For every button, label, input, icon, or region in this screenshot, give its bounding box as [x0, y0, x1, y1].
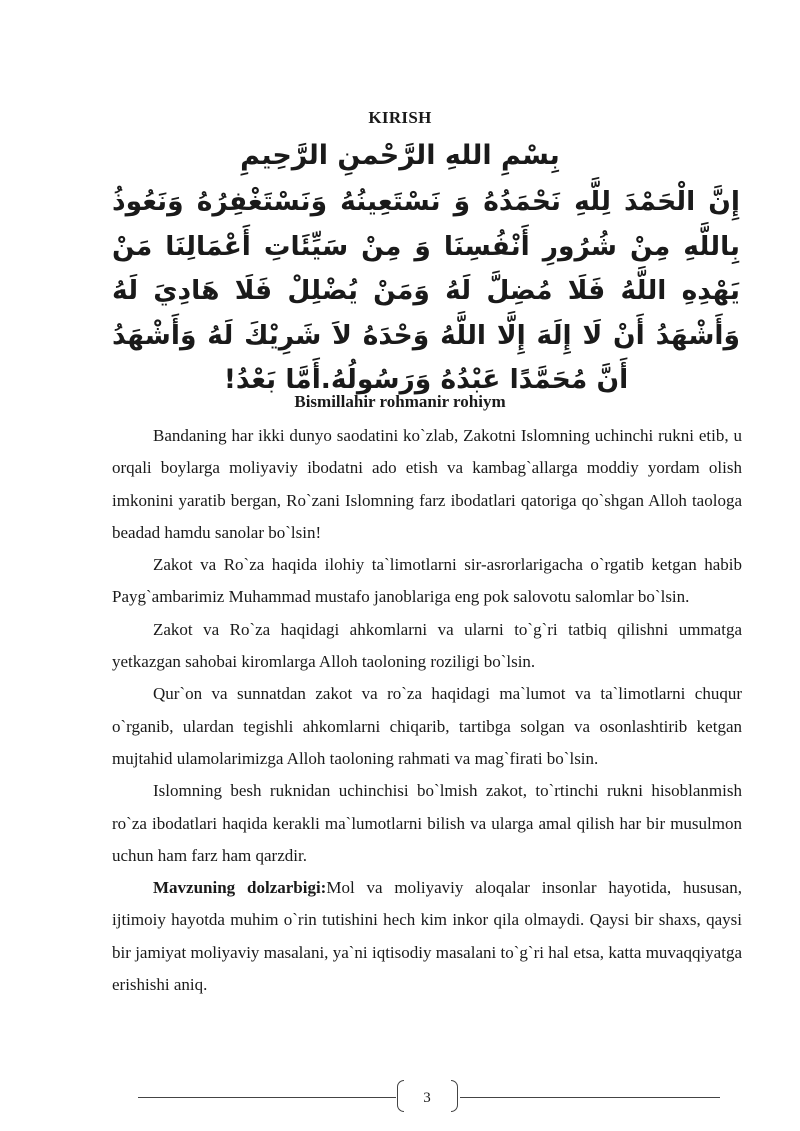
footer-divider-left	[138, 1097, 396, 1098]
basmala-transliteration: Bismillahir rohmanir rohiym	[294, 392, 506, 411]
relevance-label: Mavzuning dolzarbigi:	[153, 878, 327, 898]
page-number: 3	[423, 1090, 431, 1106]
paragraph-3: Zakot va Ro`za haqidagi ahkomlarni va ularni to`g`ri tatbiq qilishni ummatga yetkazgan sahobai kiromlarga Alloh taoloning roziligi bo`lsin.	[112, 619, 742, 672]
footer-divider-right	[460, 1097, 720, 1098]
page-number-bracket-right	[451, 1080, 458, 1112]
page-heading: KIRISH	[368, 108, 432, 127]
paragraph-relevance	[112, 872, 742, 1001]
paragraph-4: Qur`on va sunnatdan zakot va ro`za haqidagi ma`lumot va ta`limotlarni chuqur o`rganib, ulardan tegishli ahkomlarni chiqarib, tartibga solgan va osonlashtirib ketgan mujtahid ulamolarimizga Alloh taoloning rahmati va mag`firati bo`lsin.	[112, 684, 742, 768]
arabic-opening-text: إِنَّ الْحَمْدَ لِلَّهِ نَحْمَدُهُ وَ نَسْتَعِينُهُ وَنَسْتَغْفِرُهُ وَنَعُوذُ بِاللَّهِ مِنْ شُرُورِ أَنْفُسِنَا وَ مِنْ سَيِّئَاتِ أَعْمَالِنَا مَنْ يَهْدِهِ اللَّهُ فَلَا مُضِلَّ لَهُ وَمَنْ يُضْلِلْ فَلَا هَادِيَ لَهُ وَأَشْهَدُ أَنْ لَا إِلَهَ إِلَّا اللَّهُ وَحْدَهُ لاَ شَرِيْكَ لَهُ وَأَشْهَدُ أَنَّ مُحَمَّدًا عَبْدُهُ وَرَسُولُهُ.أَمَّا بَعْدُ!	[112, 186, 740, 395]
paragraph-1: Bandaning har ikki dunyo saodatini ko`zlab, Zakotni Islomning uchinchi rukni etib, u orqali boylarga moliyaviy ibodatni ado etish va kambag`allarga moddiy yordam olish imkonini yaratib bergan, Ro`zani Islomning farz ibodatlari qatoriga qo`shgan Alloh taologa beadad hamdu sanolar bo`lsin!	[112, 426, 742, 542]
relevance-text: Mol va moliyaviy aloqalar insonlar hayotida, hususan, ijtimoiy hayotda muhim o`rin tutishini hech kim inkor qila olmaydi. Qaysi bir shaxs, qaysi bir jamiyat moliyaviy masalani, ya`ni iqtisodiy masalani to`g`ri hal etsa, katta muvaqqiyatga erishishi aniq.	[112, 878, 742, 995]
basmala-arabic: بِسْمِ اللهِ الرَّحْمنِ الرَّحِيمِ	[240, 140, 560, 171]
paragraph-2: Zakot va Ro`za haqida ilohiy ta`limotlarni sir-asrorlarigacha o`rgatib ketgan habib Payg`ambarimiz Muhammad mustafo janoblariga eng pok salovotu salomlar bo`lsin.	[112, 555, 742, 607]
page-number-bracket-left	[397, 1080, 404, 1112]
paragraph-5: Islomning besh ruknidan uchinchisi bo`lmish zakot, to`rtinchi rukni hisoblanmish ro`za ibodatlari haqida kerakli ma`lumotlarni bilish va ularga amal qilish har bir musulmon uchun ham farz ham qarzdir.	[112, 781, 742, 865]
body-text	[112, 420, 742, 1001]
